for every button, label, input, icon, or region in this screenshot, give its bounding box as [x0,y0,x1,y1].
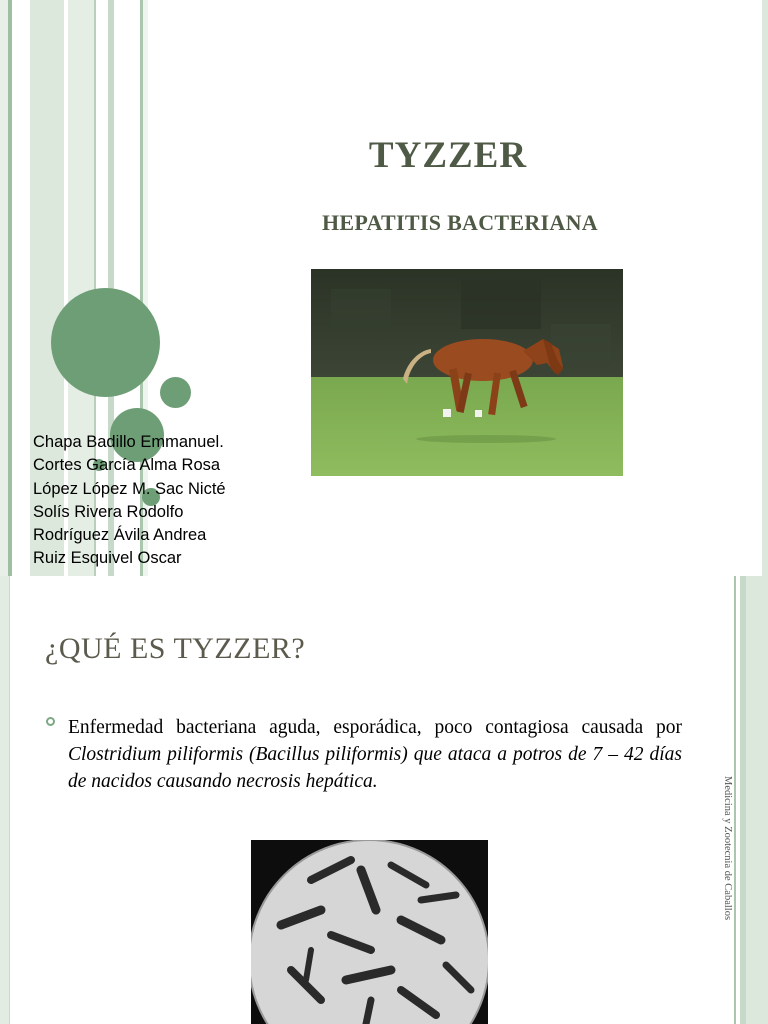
slide-title: TYZZER [368,135,528,176]
author-name: Rodríguez Ávila Andrea [33,526,207,545]
bacteria-micrograph [251,840,488,1024]
content-slide [0,576,768,1024]
bullet-lead: Enfermedad bacteriana aguda, esporádica, poco contagiosa causada por [68,717,682,738]
bullet-text [68,714,682,795]
slide-subtitle: HEPATITIS BACTERIANA [322,210,598,235]
author-name: Solís Rivera Rodolfo [33,502,184,521]
slide-edge [0,576,9,1024]
author-name: López López M. Sac Nicté [33,479,226,498]
bullet-circle-icon [46,717,55,726]
bacteria-image-icon [251,840,488,1024]
slide-edge-line [9,576,10,1024]
section-heading: ¿QUÉ ES TYZZER? [45,632,306,665]
author-name: Cortes García Alma Rosa [33,456,221,475]
decorative-stripes [734,576,768,1024]
author-name: Chapa Badillo Emmanuel. [33,433,224,451]
side-caption: Medicina y Zootecnia de Caballos [722,776,733,921]
horse-image-icon [311,269,623,476]
decorative-circle-large [51,288,160,397]
author-name: Ruiz Esquivel Oscar [33,549,182,568]
bullet-italic: Clostridium piliformis (Bacillus piliformis) que ataca a potros de 7 – 42 días de nacidos causando necrosis hepática. [68,744,682,792]
decorative-circle-small [160,377,191,408]
author-list [33,431,226,571]
horse-photo [311,269,623,476]
slide-edge [762,0,768,576]
